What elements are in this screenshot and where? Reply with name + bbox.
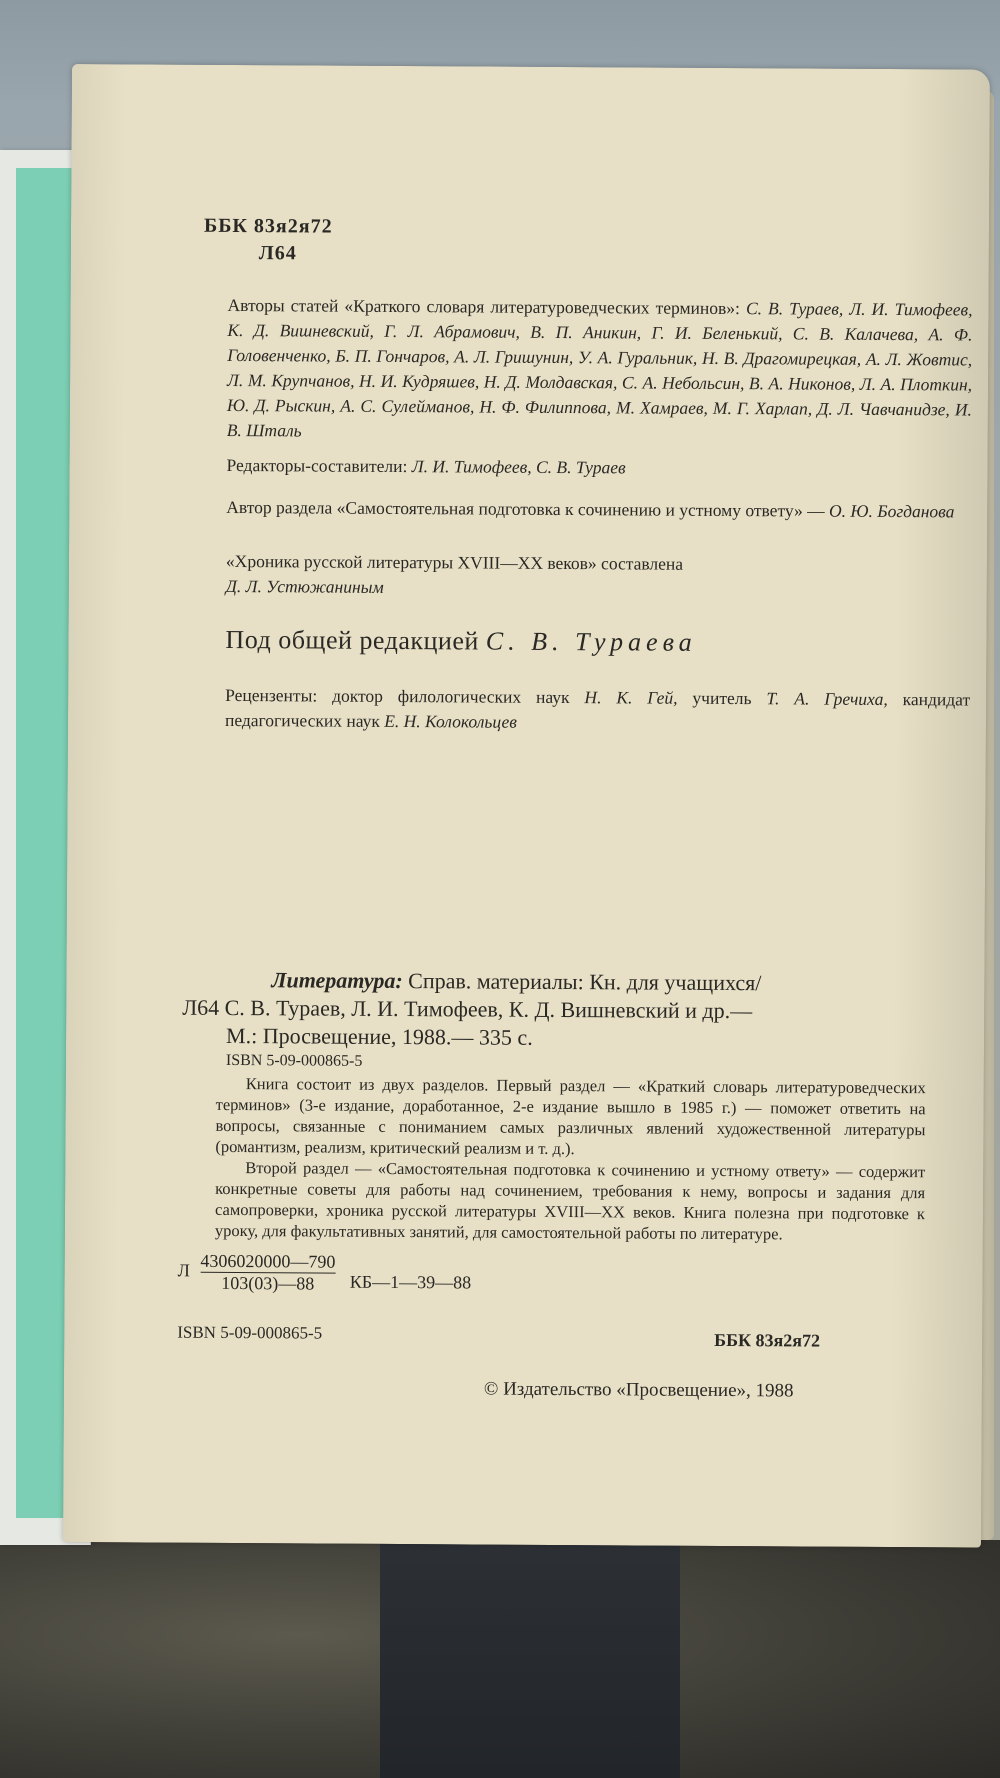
catalog-annotation2: Второй раздел — «Самостоятельная подготовка к сочинению и устному ответу» — содержит конкретные советы для работы над сочинением, требования к нему, вопросы и задания для самопроверки, хроника русской литературы XVIII—XX веков. Книга полезна при подготовке к уроку, для факультативных занятий, для самостоятельной работы по литературе.	[214, 1158, 926, 1244]
catalog-line2-text: С. В. Тураев, Л. И. Тимофеев, К. Д. Вишневский и др.—	[224, 994, 753, 1024]
reviewers-name1: Н. К. Гей,	[584, 687, 678, 708]
index-denominator: 103(03)—88	[221, 1272, 315, 1294]
chronicle-name: Д. Л. Устюжаниным	[225, 575, 384, 597]
code-top: Л64	[258, 242, 297, 265]
footer-copyright: © Издательство «Просвещение», 1988	[483, 1378, 794, 1402]
chronicle-text: «Хроника русской литературы XVIII—XX веков» составлена	[225, 550, 684, 574]
authors-block	[227, 293, 973, 448]
general-editor	[225, 625, 696, 658]
index-numerator: 4306020000—790	[200, 1250, 336, 1272]
catalog-annotation: Книга состоит из двух разделов. Первый раздел — «Краткий словарь литературоведческих терминов» (3-е издание, доработанное, 2-е издание вышло в 1985 г.) — поможет ответить на вопросы, связанные с пониманием самых различных явлений художественной литературы (романтизм, реализм, критический реализм и т. д.).	[215, 1074, 926, 1159]
catalog-line1	[271, 967, 761, 996]
footer-bbk: ББК 83я2я72	[714, 1329, 821, 1351]
editors-label: Редакторы-составители:	[226, 454, 408, 477]
authors-names: С. В. Тураев, Л. И. Тимофеев, К. Д. Вишневский, Г. Л. Абрамович, В. П. Аникин, Г. И. Беленький, С. В. Калачева, А. Ф. Головенченко, Б. П. Гончаров, А. Л. Гришунин, У. А. Гуральник, Н. В. Драгомирецкая, А. Л. Жовтис, Л. М. Крупчанов, Н. И. Кудряшев, Н. Д. Молдавская, С. А. Небольсин, В. А. Никонов, Л. А. Плоткин, Ю. Д. Рыскин, А. С. Сулейманов, Н. Ф. Филиппова, М. Хамраев, М. Г. Харлап, Д. Л. Чавчанидзе, И. В. Шталь	[226, 298, 973, 441]
reviewers-block	[225, 683, 970, 738]
section-author-block	[226, 495, 971, 525]
catalog-line2	[182, 995, 752, 1024]
catalog-code: Л64	[182, 994, 220, 1020]
index-letter: Л	[177, 1260, 190, 1281]
authors-lead: Авторы статей «Краткого словаря литературоведческих терминов»:	[227, 294, 741, 319]
bbk-top: ББК 83я2я72	[203, 214, 333, 238]
section-author-text: Автор раздела «Самостоятельная подготовка к сочинению и устному ответу» —	[226, 496, 825, 521]
catalog-line3: М.: Просвещение, 1988.— 335 с.	[225, 1022, 533, 1050]
index-block	[177, 1251, 471, 1296]
footer-isbn: ISBN 5-09-000865-5	[177, 1322, 323, 1343]
reviewers-name2: Т. А. Гречиха,	[766, 688, 888, 709]
reviewers-text3: кандидат педагогических наук	[224, 689, 971, 731]
book-page	[63, 64, 990, 1548]
reviewers-text2: учитель	[692, 687, 752, 709]
editors-block	[226, 453, 971, 483]
general-editor-name: С. В. Тураева	[485, 626, 697, 657]
section-author-name: О. Ю. Богданова	[829, 500, 955, 522]
general-editor-prefix: Под общей редакцией	[225, 624, 479, 656]
index-kb: КБ—1—39—88	[349, 1271, 472, 1293]
editors-names: Л. И. Тимофеев, С. В. Тураев	[411, 456, 626, 478]
reviewers-text1: Рецензенты: доктор филологических наук	[225, 684, 570, 708]
catalog-isbn: ISBN 5-09-000865-5	[225, 1051, 363, 1070]
chronicle-block	[226, 549, 971, 604]
catalog-line1-text: Справ. материалы: Кн. для учащихся/	[408, 968, 762, 996]
catalog-title: Литература:	[271, 967, 403, 994]
reviewers-name3: Е. Н. Колокольцев	[384, 710, 517, 732]
